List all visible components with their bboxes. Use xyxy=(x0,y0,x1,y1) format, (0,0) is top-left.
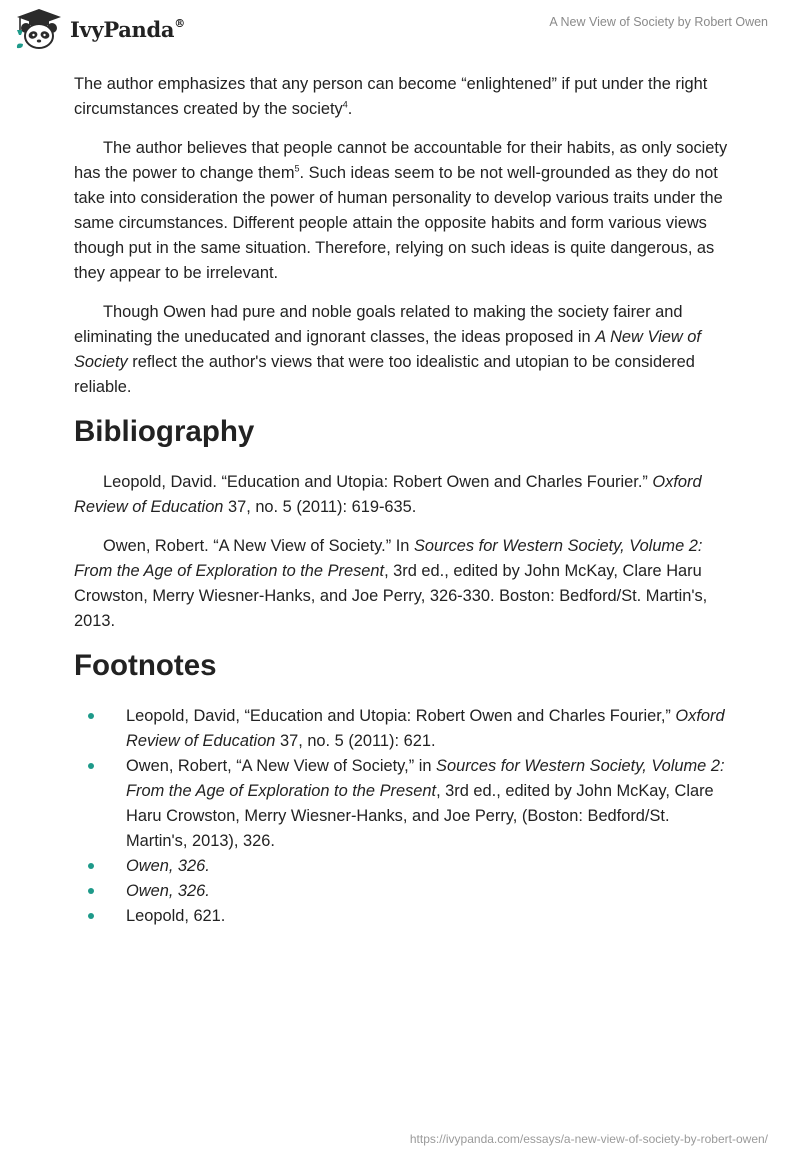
entry-title: Oxford Review of Education xyxy=(74,473,702,516)
footnotes-heading: Footnotes xyxy=(74,649,217,682)
footnote-title: Sources for Western Society, Volume 2: From the Age of Exploration to the Present xyxy=(126,757,725,800)
entry-text: Owen, Robert. “A New View of Society.” In xyxy=(103,537,414,555)
logo-text xyxy=(70,17,185,42)
footnote-text: Owen, Robert, “A New View of Society,” in xyxy=(126,757,437,775)
logo-wordmark: IvyPanda xyxy=(70,16,175,42)
paragraph-1 xyxy=(74,72,730,122)
footnote-ref-5[interactable]: 5 xyxy=(294,163,300,174)
bullet-icon xyxy=(88,763,94,769)
footnote-text: Owen, 326. xyxy=(126,882,210,900)
footnote-text-cont: 37, no. 5 (2011): 621. xyxy=(275,732,436,750)
footnote-text: Owen, 326. xyxy=(126,857,210,875)
paragraph-text: The author believes that people cannot be accountable for their habits, as only society has the power to change them xyxy=(74,139,728,182)
entry-title: Sources for Western Society, Volume 2: From the Age of Exploration to the Present xyxy=(74,537,703,580)
registered-mark: ® xyxy=(174,16,185,30)
bibliography-entry xyxy=(74,470,730,520)
footnote-item xyxy=(74,904,730,929)
footnotes-list xyxy=(74,704,730,929)
bullet-icon xyxy=(88,713,94,719)
footnote-text-cont: , 3rd ed., edited by John McKay, Clare Haru Crowston, Merry Wiesner-Hanks, and Joe Perry, (Boston: Bedford/St. Martin's, 2013), 326. xyxy=(126,782,714,850)
essay-content xyxy=(74,72,730,929)
footnote-item xyxy=(74,704,730,754)
panda-graduate-icon xyxy=(14,8,64,50)
footnote-item xyxy=(74,879,730,904)
footnote-ref-4[interactable]: 4 xyxy=(342,99,348,110)
entry-text: Leopold, David. “Education and Utopia: Robert Owen and Charles Fourier.” xyxy=(103,473,653,491)
paragraph-text-cont: reflect the author's views that were too idealistic and utopian to be considered reliable. xyxy=(74,353,695,396)
footnote-item xyxy=(74,754,730,854)
page-header xyxy=(0,0,800,60)
ivypanda-logo[interactable] xyxy=(14,8,185,50)
bibliography-heading: Bibliography xyxy=(74,415,255,448)
footnote-title: Oxford Review of Education xyxy=(126,707,725,750)
paragraph-2 xyxy=(74,136,730,286)
paragraph-end: . xyxy=(347,100,353,118)
book-title: A New View of Society xyxy=(74,328,701,371)
paragraph-text: The author emphasizes that any person can become “enlightened” if put under the right circumstances created by the society xyxy=(74,75,708,118)
bullet-icon xyxy=(88,913,94,919)
bibliography-entry xyxy=(74,534,730,634)
footnote-text: Leopold, 621. xyxy=(126,907,226,925)
bullet-icon xyxy=(88,888,94,894)
paragraph-text-cont: . Such ideas seem to be not well-grounded as they do not take into consideration the power of human personality to develop various traits under the same circumstances. Different people attain the opposite habits and form various views though put in the same situation. Therefore, relying on such ideas is quite dangerous, as they appear to be irrelevant. xyxy=(74,164,723,282)
entry-text-cont: 37, no. 5 (2011): 619-635. xyxy=(223,498,417,516)
bullet-icon xyxy=(88,863,94,869)
document-title: A New View of Society by Robert Owen xyxy=(549,15,768,29)
entry-text-cont: , 3rd ed., edited by John McKay, Clare Haru Crowston, Merry Wiesner-Hanks, and Joe Perry, 326-330. Boston: Bedford/St. Martin's, 2013. xyxy=(74,562,708,630)
paragraph-3 xyxy=(74,300,730,400)
paragraph-text: Though Owen had pure and noble goals related to making the society fairer and eliminating the uneducated and ignorant classes, the ideas proposed in xyxy=(74,303,683,346)
footnote-item xyxy=(74,854,730,879)
footnote-text: Leopold, David, “Education and Utopia: Robert Owen and Charles Fourier,” xyxy=(126,707,676,725)
source-url[interactable]: https://ivypanda.com/essays/a-new-view-of-society-by-robert-owen/ xyxy=(409,1132,768,1146)
